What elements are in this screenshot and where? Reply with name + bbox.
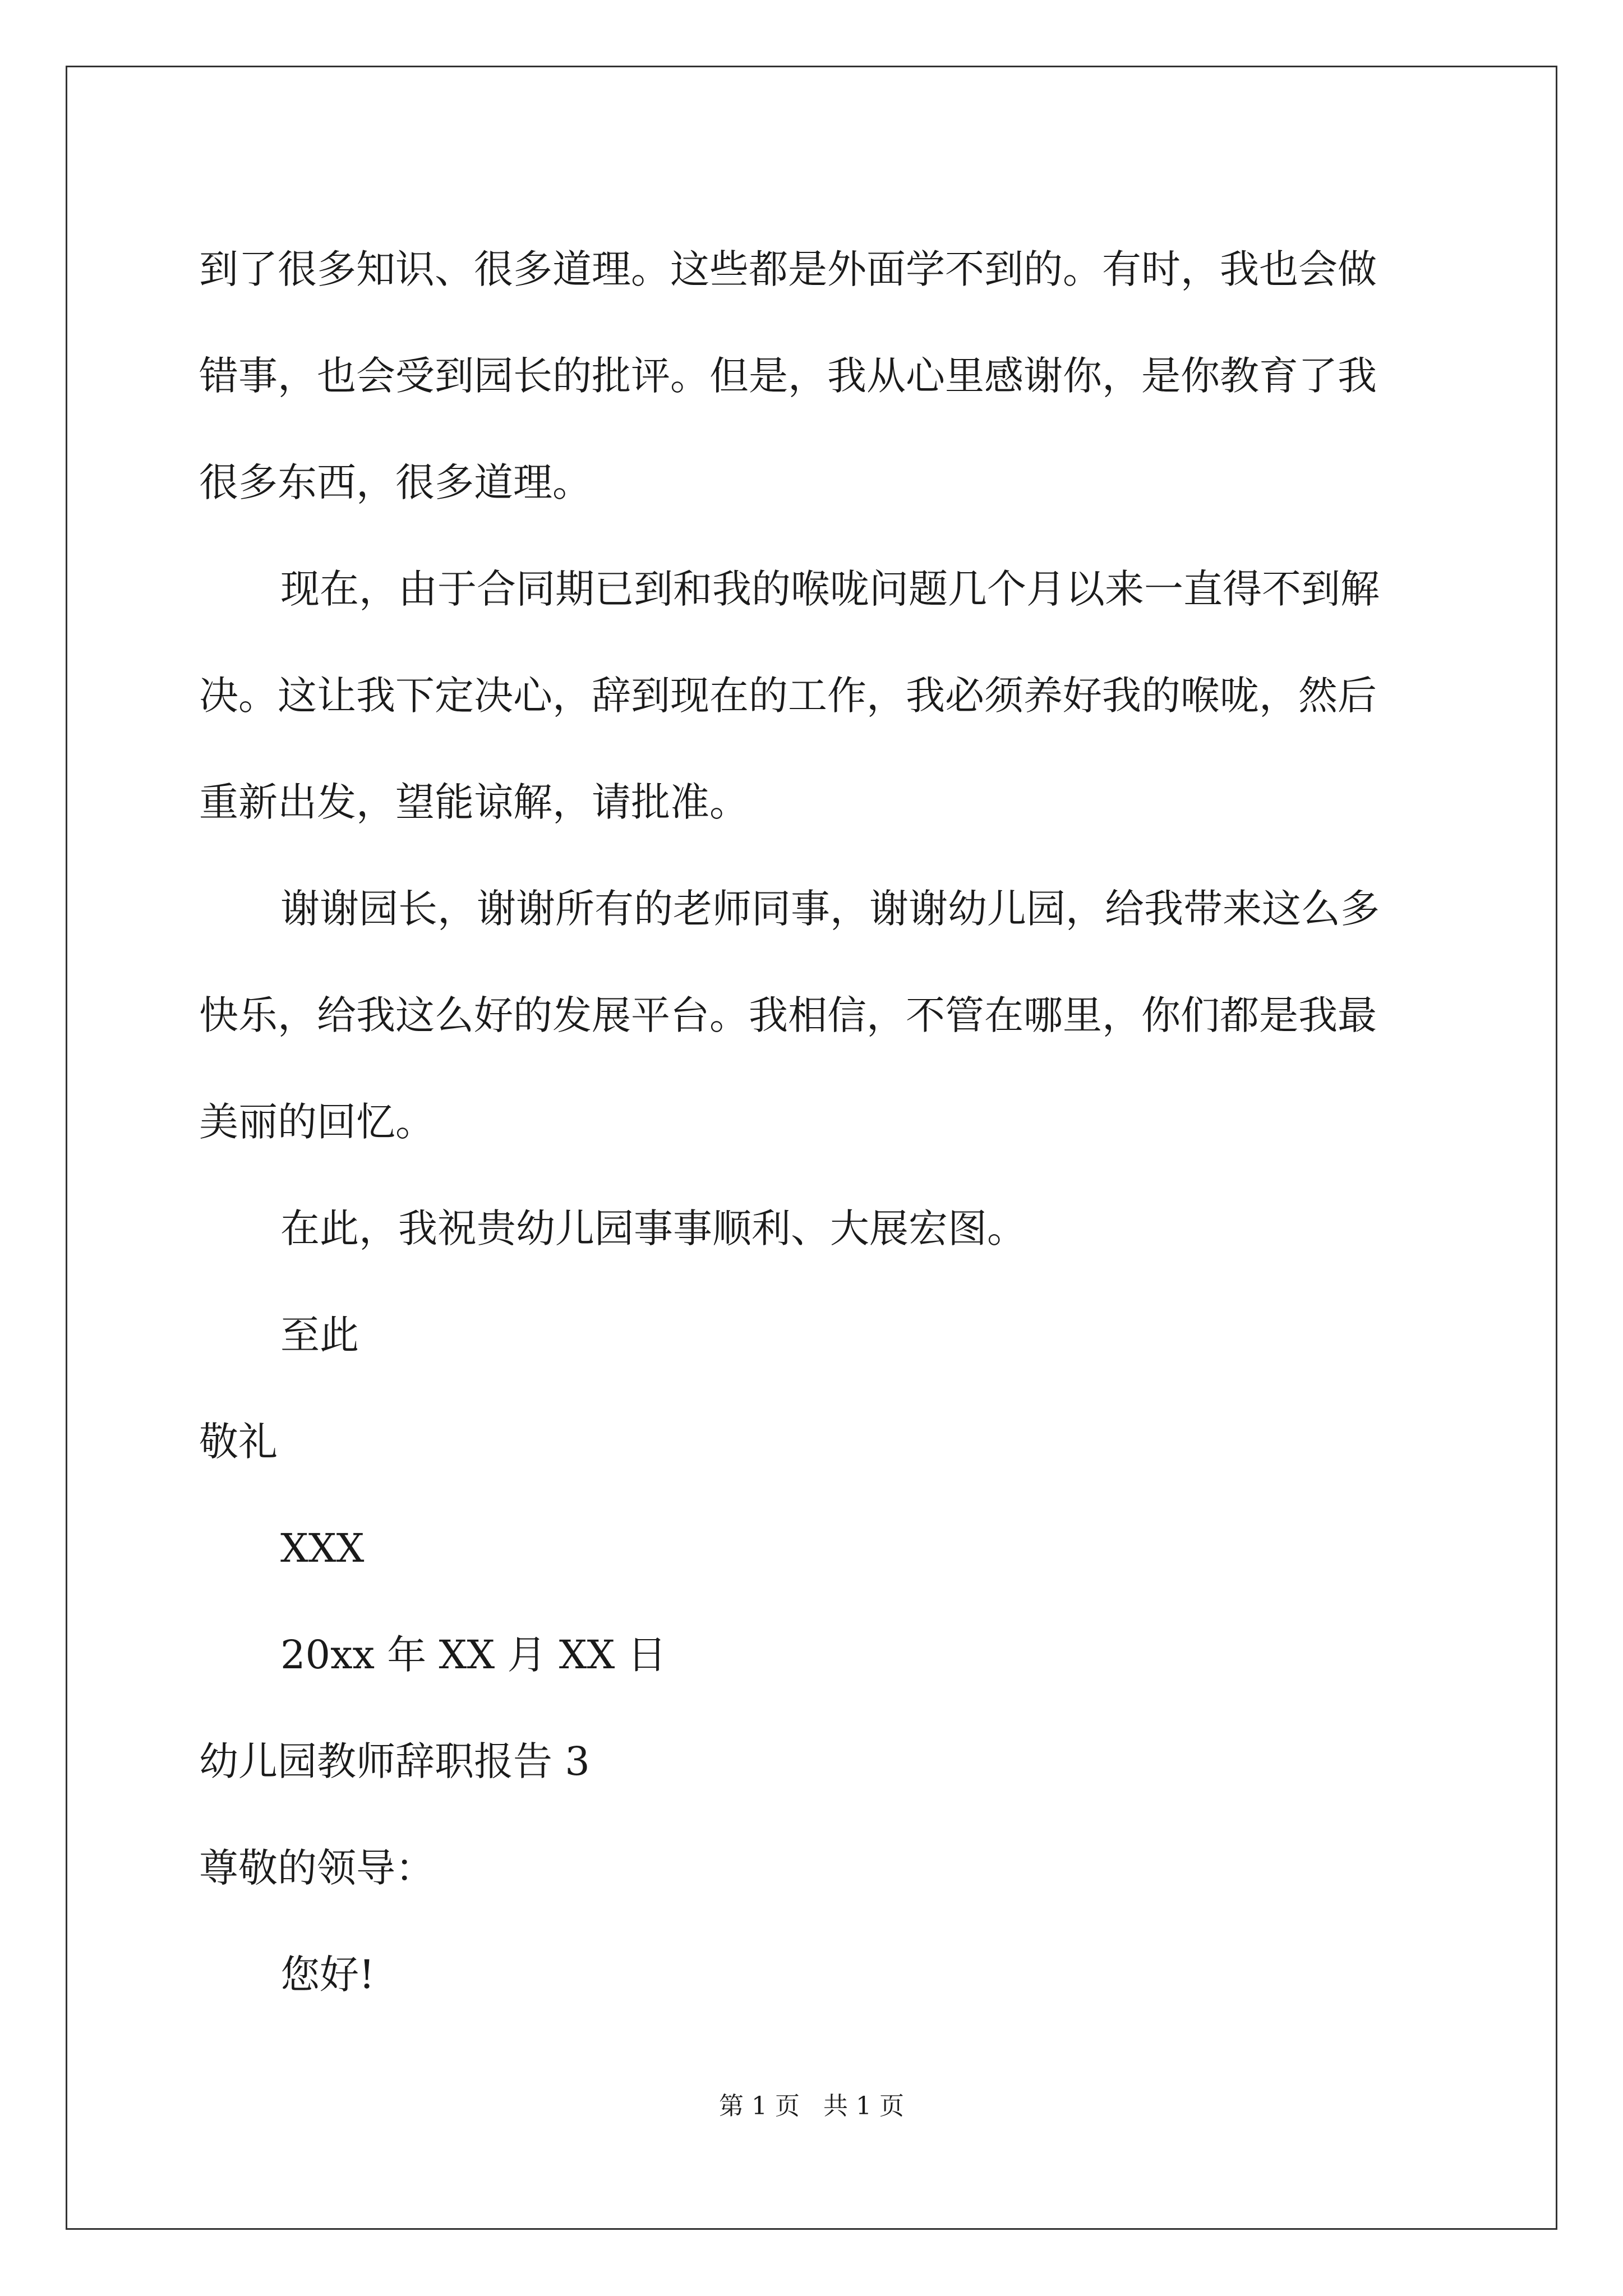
text-line: 到了很多知识、很多道理。这些都是外面学不到的。有时，我也会做 [199,246,1377,292]
text-line: 谢谢园长，谢谢所有的老师同事，谢谢幼儿园，给我带来这么多 [280,886,1380,932]
greeting: 尊敬的领导： [199,1845,435,1891]
text-line: 决。这让我下定决心，辞到现在的工作，我必须养好我的喉咙，然后 [199,673,1377,719]
page-number: 第 1 页 共 1 页 [719,2092,904,2120]
text-line: 在此，我祝贵幼儿园事事顺利、大展宏图。 [280,1205,1026,1251]
text-line: 错事，也会受到园长的批评。但是，我从心里感谢你，是你教育了我 [199,353,1377,399]
document-body [199,216,1427,2028]
date-line: 20xx 年 XX 月 XX 日 [280,1632,667,1678]
text-line: 快乐，给我这么好的发展平台。我相信，不管在哪里，你们都是我最 [199,992,1377,1038]
text-line: 现在，由于合同期已到和我的喉咙问题几个月以来一直得不到解 [280,566,1380,612]
text-line: 很多东西，很多道理。 [199,459,592,505]
greeting-line: 您好! [280,1952,375,1998]
text-line: 重新出发，望能谅解，请批准。 [199,779,749,825]
closing-phrase: 至此 [280,1312,359,1358]
signature: XXX [280,1525,365,1571]
salutation-closing: 敬礼 [199,1419,278,1465]
section-title: 幼儿园教师辞职报告 3 [199,1738,590,1784]
text-line: 美丽的回忆。 [199,1099,435,1145]
